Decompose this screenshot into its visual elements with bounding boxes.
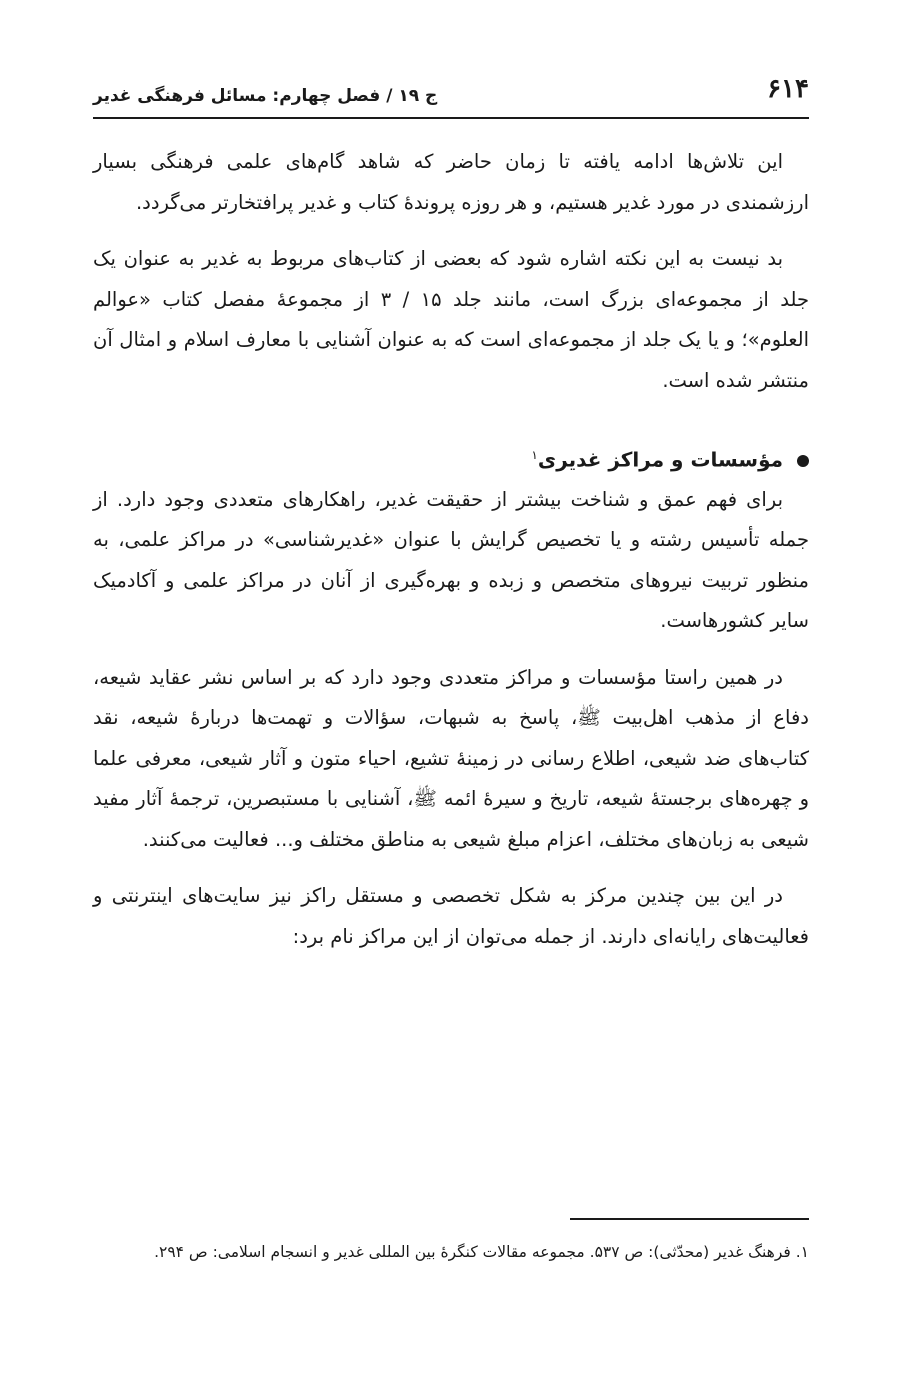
bullet-icon: [797, 455, 809, 467]
page-number: ۶۱۴: [767, 74, 809, 104]
page-header: [93, 68, 809, 116]
paragraph: برای فهم عمق و شناخت بیشتر از حقیقت غدیر، راهکارهای متعددی وجود دارد. از جمله تأسیس رشته و یا تخصیص گرایش با عنوان «غدیرشناسی» در مراکز علمی، به منظور تربیت نیروهای متخصص و زبده و بهره‌گیری از آنان در مراکز علمی و آکادمیک سایر کشورهاست.: [93, 487, 809, 633]
running-head: ج ۱۹ / فصل چهارم: مسائل فرهنگی غدیر: [93, 86, 438, 106]
footnote-reference: ۱: [531, 448, 538, 462]
paragraph: بد نیست به این نکته اشاره شود که بعضی از کتاب‌های مربوط به غدیر به عنوان یک جلد از مجموعه‌ای بزرگ است، مانند جلد ۱۵ / ۳ از مجموعۀ مفصل کتاب «عوالم العلوم»؛ و یا یک جلد از مجموعه‌ای است که به عنوان آشنایی با معارف اسلام و امثال آن منتشر شده است.: [93, 247, 809, 392]
section-heading: [93, 435, 809, 480]
paragraph: در این بین چندین مرکز به شکل تخصصی و مستقل راکز نیز سایت‌های اینترنتی و فعالیت‌های رایانه‌ای دارند. از جمله می‌توان از این مراکز نام برد:: [93, 884, 809, 948]
body-text: [93, 142, 809, 973]
footnote-rule: [570, 1218, 809, 1220]
header-rule: [93, 117, 809, 119]
paragraph: این تلاش‌ها ادامه یافته تا زمان حاضر که شاهد گام‌های علمی فرهنگی بسیار ارزشمندی در مورد غدیر هستیم، و هر روزه پروندۀ کتاب و غدیر پرافتخارتر می‌گردد.: [93, 150, 809, 214]
section-heading-text: مؤسسات و مراکز غدیری: [537, 447, 783, 472]
paragraph: در همین راستا مؤسسات و مراکز متعددی وجود دارد که بر اساس نشر عقاید شیعه، دفاع از مذهب اهل‌بیت ﷺ، پاسخ به شبهات، سؤالات و تهمت‌ها دربارۀ شیعه، نقد کتاب‌های ضد شیعی، اطلاع رسانی در زمینۀ تشیع، احیاء متون و آثار شیعی، معرفی علما و چهره‌های برجستۀ شیعه، تاریخ و سیرۀ ائمه ﷺ، آشنایی با مستبصرین، ترجمۀ آثار مفید شیعی به زبان‌های مختلف، اعزام مبلغ شیعی به مناطق مختلف و... فعالیت می‌کنند.: [93, 665, 809, 851]
footnote: ۱. فرهنگ غدیر (محدّثی): ص ۵۳۷. مجموعه مقالات کنگرۀ بین المللی غدیر و انسجام اسلامی: ص ۲۹۴.: [154, 1243, 809, 1261]
